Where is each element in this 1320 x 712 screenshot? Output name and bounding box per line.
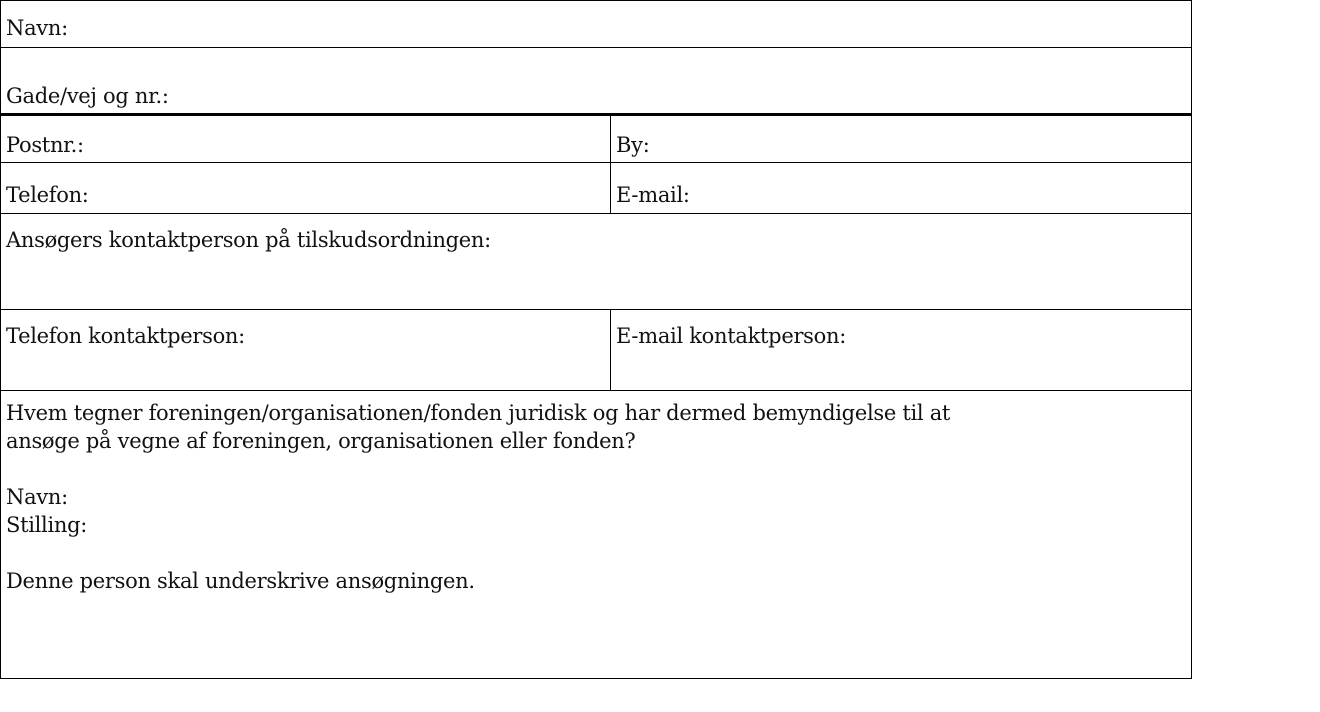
- email-field[interactable]: [611, 163, 1191, 213]
- tegner-question-line2: ansøge på vegne af foreningen, organisationen eller fonden?: [6, 429, 636, 453]
- telefon-kontakt-field[interactable]: [1, 310, 611, 390]
- spacer: [6, 455, 1191, 483]
- telefon-field[interactable]: [1, 163, 611, 213]
- navn-label: Navn:: [6, 16, 68, 40]
- by-field[interactable]: [611, 116, 1191, 162]
- navn-field[interactable]: [1, 1, 1191, 47]
- signer-note: Denne person skal underskrive ansøgningen.: [6, 569, 475, 593]
- tegner-field[interactable]: [1, 391, 1191, 679]
- signer-stilling-label: Stilling:: [6, 513, 88, 537]
- postnr-label: Postnr.:: [6, 133, 84, 157]
- gade-label: Gade/vej og nr.:: [6, 84, 169, 108]
- row-postnr-by: [1, 113, 1191, 162]
- row-telefon-email: [1, 162, 1191, 213]
- telefon-label: Telefon:: [6, 183, 89, 207]
- row-tegner: [1, 390, 1191, 679]
- row-kontakt-telefon-email: [1, 309, 1191, 390]
- row-navn: [1, 0, 1191, 47]
- kontaktperson-label: Ansøgers kontaktperson på tilskudsordningen:: [6, 228, 491, 252]
- row-gade: [1, 47, 1191, 113]
- tegner-question-line1: Hvem tegner foreningen/organisationen/fonden juridisk og har dermed bemyndigelse til at: [6, 401, 951, 425]
- by-label: By:: [616, 133, 650, 157]
- kontaktperson-field[interactable]: [1, 214, 1191, 309]
- gade-field[interactable]: [1, 48, 1191, 113]
- postnr-field[interactable]: [1, 116, 611, 162]
- telefon-kontakt-label: Telefon kontaktperson:: [6, 324, 245, 348]
- row-kontaktperson: [1, 213, 1191, 309]
- signer-navn-label: Navn:: [6, 485, 68, 509]
- email-kontakt-label: E-mail kontaktperson:: [616, 324, 847, 348]
- email-label: E-mail:: [616, 183, 690, 207]
- email-kontakt-field[interactable]: [611, 310, 1191, 390]
- spacer: [6, 539, 1191, 567]
